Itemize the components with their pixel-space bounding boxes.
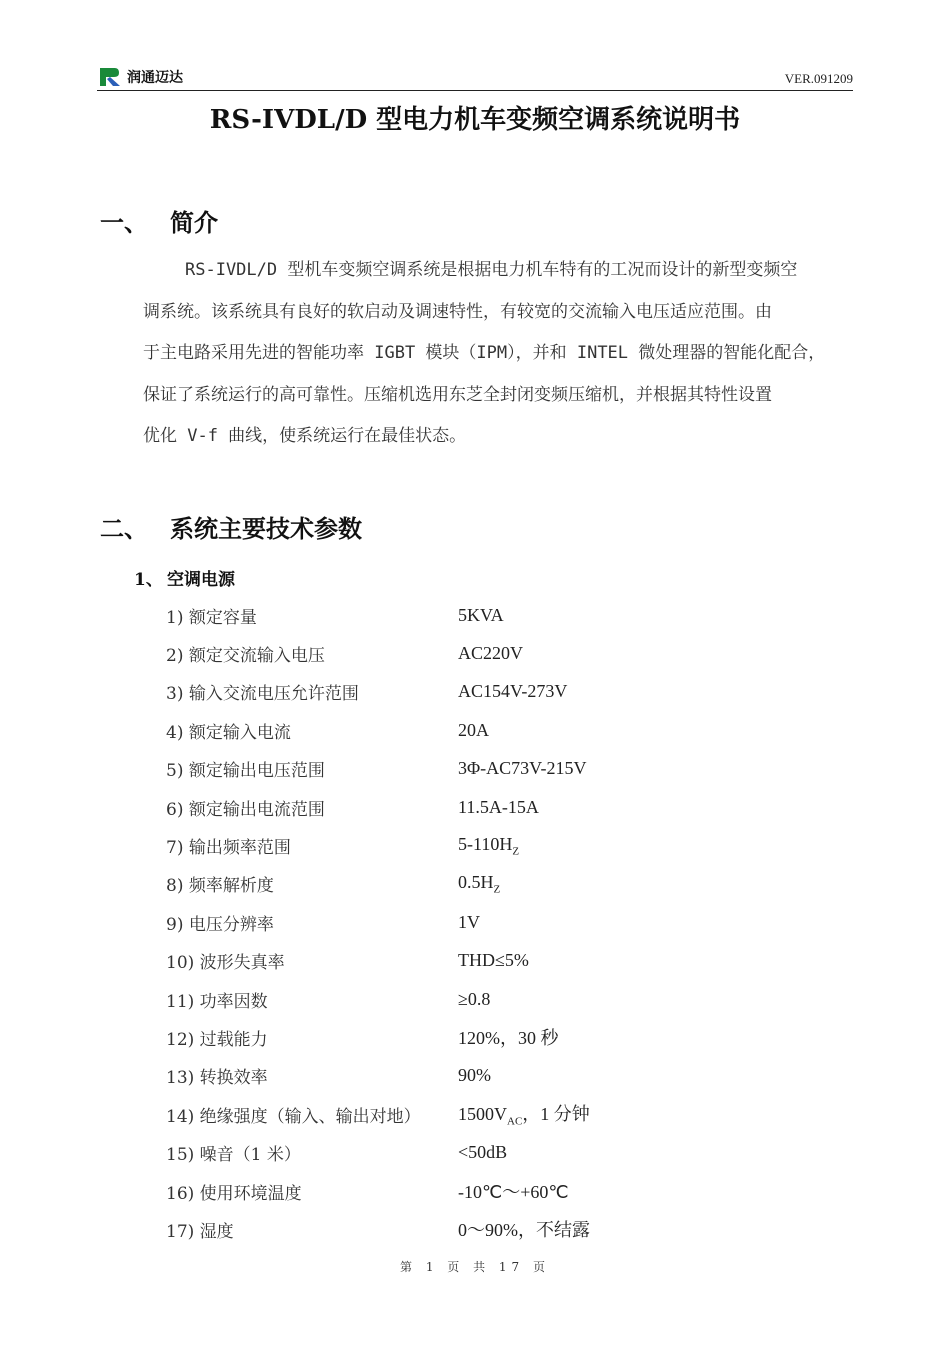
- parameter-value: [458, 1024, 559, 1050]
- parameter-row: [166, 596, 766, 634]
- parameter-value-text: 120%，30 秒: [458, 1028, 559, 1049]
- parameter-value: [458, 872, 500, 896]
- parameter-row: [166, 903, 766, 941]
- intro-paragraph: [143, 250, 853, 458]
- parameter-row: [166, 1133, 766, 1171]
- section-number: 一、: [100, 208, 148, 237]
- logo-mark-icon: [99, 66, 121, 88]
- company-name: 润通迈达: [127, 70, 183, 86]
- parameter-value-text: 5-110H: [458, 833, 513, 854]
- section-heading-intro: [100, 203, 218, 238]
- parameter-value-text: 11.5A-15A: [458, 796, 539, 817]
- parameter-value-text: 90%: [458, 1065, 491, 1086]
- parameter-label: 6) 额定输出电流范围: [166, 799, 325, 820]
- subsection-heading: [134, 565, 235, 590]
- header-divider: [97, 90, 853, 91]
- parameter-label: 3) 输入交流电压允许范围: [166, 684, 359, 705]
- parameter-value: [458, 989, 490, 1010]
- parameter-value: [458, 643, 523, 664]
- section-title: 简介: [170, 208, 218, 237]
- parameter-value: [458, 797, 539, 818]
- parameter-value: [458, 1178, 569, 1204]
- paragraph-line: 于主电路采用先进的智能功率 IGBT 模块（IPM），并和 INTEL 微处理器的智能化配合，: [143, 343, 826, 363]
- parameter-label: 14) 绝缘强度（输入、输出对地）: [166, 1106, 421, 1127]
- parameter-value-text: 0.5H: [458, 872, 494, 893]
- parameter-label: 4) 额定输入电流: [166, 722, 291, 743]
- parameter-row: [166, 1057, 766, 1095]
- document-title: RS-IVDL/D 型电力机车变频空调系统说明书: [209, 105, 741, 135]
- subsection-number: 1、: [134, 570, 163, 590]
- subsection-title: 空调电源: [167, 570, 235, 590]
- parameter-value-subscript: Z: [493, 883, 501, 896]
- parameter-label: 9) 电压分辨率: [166, 914, 274, 935]
- parameter-label: 2) 额定交流输入电压: [166, 646, 325, 667]
- parameter-value-suffix: ，1 分钟: [522, 1104, 590, 1125]
- parameter-label: 11) 功率因数: [166, 991, 268, 1012]
- parameter-value-subscript: Z: [512, 845, 520, 858]
- parameter-label: 10) 波形失真率: [166, 953, 285, 974]
- parameter-value: [458, 1216, 590, 1242]
- parameter-list: [166, 596, 766, 1249]
- parameter-row: [166, 750, 766, 788]
- parameter-value: [458, 1065, 491, 1086]
- parameter-row: [166, 942, 766, 980]
- parameter-value-text: <50dB: [458, 1142, 508, 1163]
- parameter-value-text: 20A: [458, 719, 489, 740]
- parameter-value: [458, 834, 519, 858]
- parameter-value-text: AC154V-273V: [458, 681, 568, 702]
- parameter-value: [458, 912, 480, 933]
- parameter-row: [166, 826, 766, 864]
- version-label: VER.091209: [784, 71, 853, 86]
- parameter-row: [166, 711, 766, 749]
- parameter-label: 13) 转换效率: [166, 1068, 268, 1089]
- parameter-value-text: THD≤5%: [458, 950, 529, 971]
- parameter-value: [458, 720, 489, 741]
- parameter-value-text: 1500V: [458, 1104, 507, 1125]
- parameter-row: [166, 1018, 766, 1056]
- parameter-value: [458, 1142, 507, 1163]
- paragraph-line: 保证了系统运行的高可靠性。压缩机选用东芝全封闭变频压缩机，并根据其特性设置: [143, 384, 772, 405]
- parameter-value-text: 5KVA: [458, 604, 504, 625]
- parameter-value-text: ≥0.8: [458, 988, 491, 1009]
- parameter-label: 5) 额定输出电压范围: [166, 761, 325, 782]
- parameter-value-text: -10℃～+60℃: [458, 1182, 569, 1203]
- parameter-value: [458, 605, 504, 626]
- parameter-row: [166, 1210, 766, 1248]
- section-title: 系统主要技术参数: [170, 514, 362, 543]
- parameter-label: 17) 湿度: [166, 1221, 234, 1242]
- parameter-value: [458, 758, 587, 779]
- parameter-row: [166, 1172, 766, 1210]
- parameter-value: [458, 681, 567, 702]
- parameter-value-subscript: AC: [507, 1116, 523, 1129]
- parameter-label: 12) 过载能力: [166, 1029, 268, 1050]
- parameter-value: [458, 1100, 590, 1128]
- paragraph-line: 调系统。该系统具有良好的软启动及调速特性，有较宽的交流输入电压适应范围。由: [143, 301, 772, 322]
- parameter-row: [166, 865, 766, 903]
- parameter-value-text: 3Φ-AC73V-215V: [458, 758, 587, 779]
- parameter-label: 7) 输出频率范围: [166, 838, 291, 859]
- parameter-label: 1) 额定容量: [166, 607, 257, 628]
- paragraph-line: RS-IVDL/D 型机车变频空调系统是根据电力机车特有的工况而设计的新型变频空: [185, 260, 798, 280]
- parameter-row: [166, 673, 766, 711]
- parameter-value-text: AC220V: [458, 643, 524, 664]
- parameter-value-text: 0～90%，不结露: [458, 1220, 590, 1241]
- parameter-row: [166, 788, 766, 826]
- section-number: 二、: [100, 514, 148, 543]
- parameter-row: [166, 634, 766, 672]
- parameter-label: 16) 使用环境温度: [166, 1183, 302, 1204]
- page-number: 第 1 页 共 17 页: [400, 1260, 550, 1274]
- parameter-row: [166, 980, 766, 1018]
- parameter-value-text: 1V: [458, 911, 480, 932]
- parameter-value: [458, 950, 529, 971]
- paragraph-line: 优化 V-f 曲线，使系统运行在最佳状态。: [143, 426, 467, 446]
- parameter-row: [166, 1095, 766, 1133]
- parameter-label: 15) 噪音（1 米）: [166, 1145, 301, 1166]
- section-heading-params: [100, 509, 362, 544]
- parameter-label: 8) 频率解析度: [166, 876, 274, 897]
- company-logo: [99, 66, 183, 88]
